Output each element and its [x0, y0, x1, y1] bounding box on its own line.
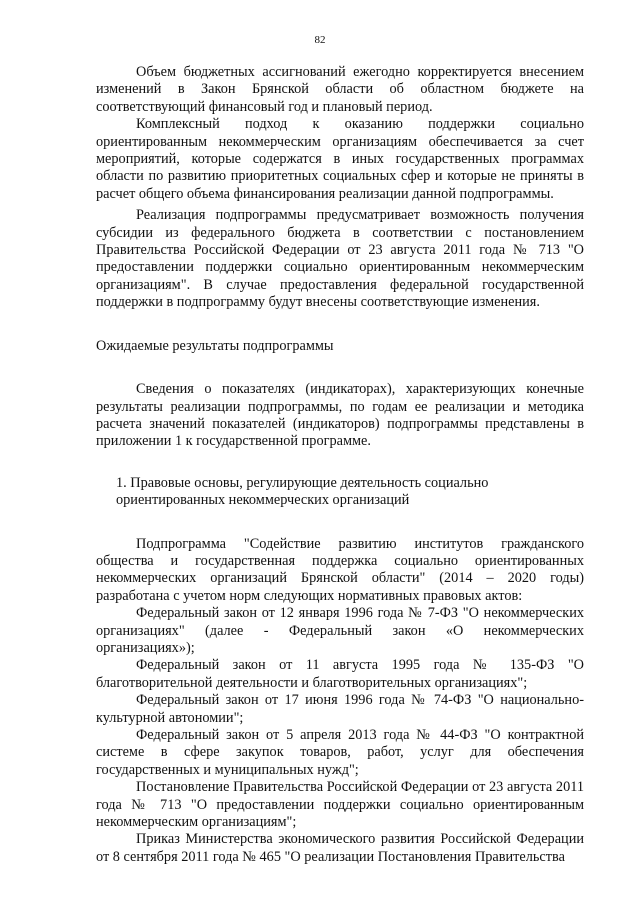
paragraph-indicators: Сведения о показателях (индикаторах), характеризующих конечные результаты реализации подпрограммы, по годам ее реализации и методика расчета значений показателей (индикаторов) подпрограммы представлены в приложении 1 к государственной программе.	[96, 381, 584, 450]
paragraph-resolution-713: Постановление Правительства Российской Федерации от 23 августа 2011 года № 713 "О предоставлении поддержки социально ориентированным некоммерческим организациям";	[96, 779, 584, 831]
document-body	[96, 64, 584, 866]
paragraph-law-74fz: Федеральный закон от 17 июня 1996 года № 74-ФЗ "О национально-культурной автономии";	[96, 692, 584, 726]
paragraph-subprogram: Подпрограмма "Содействие развитию институтов гражданского общества и государственная поддержка социально ориентированных некоммерческих организаций Брянской области" (2014 – 2020 годы) разработана с учетом норм следующих нормативных правовых актов:	[96, 535, 584, 604]
paragraph-law-135fz: Федеральный закон от 11 августа 1995 года № 135-ФЗ "О благотворительной деятельности и благотворительных организациях";	[96, 657, 584, 691]
page-number: 82	[314, 34, 326, 46]
paragraph-law-44fz: Федеральный закон от 5 апреля 2013 года № 44-ФЗ "О контрактной системе в сфере закупок товаров, работ, услуг для обеспечения государственных и муниципальных нужд";	[96, 727, 584, 778]
paragraph-law-7fz: Федеральный закон от 12 января 1996 года № 7-ФЗ "О некоммерческих организациях" (далее - Федеральный закон «О некоммерческих организациях»);	[96, 605, 584, 656]
paragraph-complex-approach: Комплексный подход к оказанию поддержки социально ориентированным некоммерческим организациям обеспечивается за счет мероприятий, которые содержатся в иных государственных программах области по развитию приоритетных социальных сфер и которые не приняты в расчет общего объема финансирования реализации данной подпрограммы.	[96, 116, 584, 202]
paragraph-budget: Объем бюджетных ассигнований ежегодно корректируется внесением изменений в Закон Брянской области об областном бюджете на соответствующий финансовый год и плановый период.	[96, 64, 584, 115]
paragraph-order-465: Приказ Министерства экономического развития Российской Федерации от 8 сентября 2011 года № 465 "О реализации Постановления Правительства	[96, 831, 584, 865]
section-heading-line2: ориентированных некоммерческих организаций	[116, 492, 410, 509]
heading-expected-results: Ожидаемые результаты подпрограммы	[96, 337, 334, 354]
section-heading-legal	[96, 475, 584, 510]
section-heading-line1: 1. Правовые основы, регулирующие деятельность социально	[116, 474, 489, 491]
paragraph-subsidy: Реализация подпрограммы предусматривает возможность получения субсидии из федерального бюджета в соответствии с постановлением Правительства Российской Федерации от 23 августа 2011 года № 713 "О предоставлении поддержки социально ориентированным некоммерческим организациям". В случае предоставления федеральной государственной поддержки в подпрограмму будут внесены соответствующие изменения.	[96, 207, 584, 311]
